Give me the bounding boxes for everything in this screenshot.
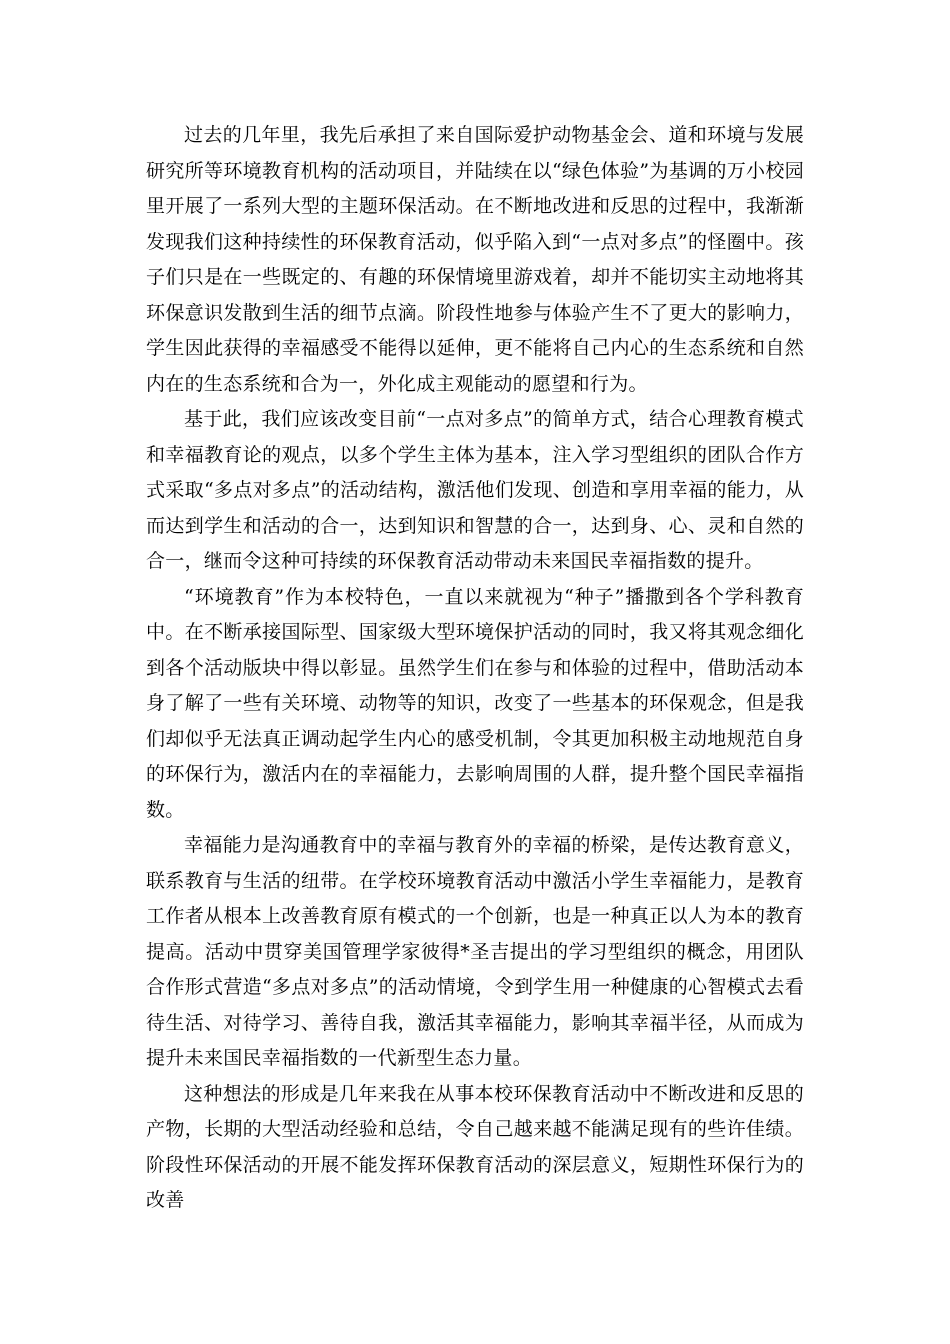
paragraph-5: 这种想法的形成是几年来我在从事本校环保教育活动中不断改进和反思的产物，长期的大型活动经验和总结，令自己越来越不能满足现有的些许佳绩。阶段性环保活动的开展不能发挥环保教育活动的深层意义，短期性环保行为的改善 xyxy=(146,1082,804,1211)
paragraph-1: 过去的几年里，我先后承担了来自国际爱护动物基金会、道和环境与发展研究所等环境教育机构的活动项目，并陆续在以“绿色体验”为基调的万小校园里开展了一系列大型的主题环保活动。在不断地改进和反思的过程中，我渐渐发现我们这种持续性的环保教育活动，似乎陷入到“一点对多点”的怪圈中。孩子们只是在一些既定的、有趣的环保情境里游戏着，却并不能切实主动地将其环保意识发散到生活的细节点滴。阶段性地参与体验产生不了更大的影响力，学生因此获得的幸福感受不能得以延伸，更不能将自己内心的生态系统和自然内在的生态系统和合为一，外化成主观能动的愿望和行为。 xyxy=(146,124,804,395)
paragraph-3: “环境教育”作为本校特色，一直以来就视为“种子”播撒到各个学科教育中。在不断承接国际型、国家级大型环境保护活动的同时，我又将其观念细化到各个活动版块中得以彰显。虽然学生们在参与和体验的过程中，借助活动本身了解了一些有关环境、动物等的知识，改变了一些基本的环保观念，但是我们却似乎无法真正调动起学生内心的感受机制，令其更加积极主动地规范自身的环保行为，激活内在的幸福能力，去影响周围的人群，提升整个国民幸福指数。 xyxy=(146,585,804,821)
paragraph-4: 幸福能力是沟通教育中的幸福与教育外的幸福的桥梁，是传达教育意义，联系教育与生活的纽带。在学校环境教育活动中激活小学生幸福能力，是教育工作者从根本上改善教育原有模式的一个创新，也是一种真正以人为本的教育提高。活动中贯穿美国管理学家彼得*圣吉提出的学习型组织的概念，用团队合作形式营造“多点对多点”的活动情境，令到学生用一种健康的心智模式去看待生活、对待学习、善待自我，激活其幸福能力，影响其幸福半径，从而成为提升未来国民幸福指数的一代新型生态力量。 xyxy=(146,834,804,1069)
paragraph-2: 基于此，我们应该改变目前“一点对多点”的简单方式，结合心理教育模式和幸福教育论的观点，以多个学生主体为基本，注入学习型组织的团队合作方式采取“多点对多点”的活动结构，激活他们发现、创造和享用幸福的能力，从而达到学生和活动的合一，达到知识和智慧的合一，达到身、心、灵和自然的合一，继而令这种可持续的环保教育活动带动未来国民幸福指数的提升。 xyxy=(146,408,804,572)
document-body xyxy=(146,118,804,1219)
